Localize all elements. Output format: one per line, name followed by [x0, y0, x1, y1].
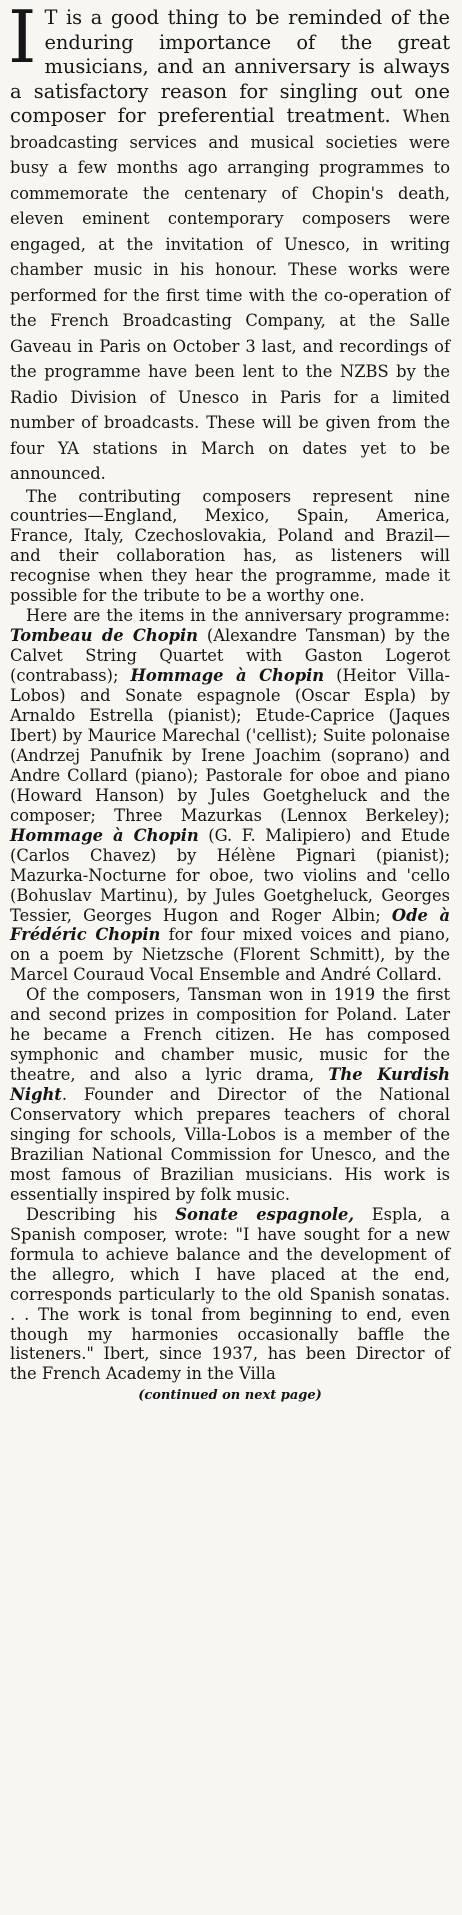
- text-run: Describing his: [26, 1204, 176, 1224]
- drop-cap: I: [8, 0, 37, 79]
- paragraph-composer-biographies: [10, 985, 450, 1204]
- work-title: Hommage à Chopin: [130, 666, 325, 686]
- paragraph-composers-countries: The contributing composers represent nine countries—England, Mexico, Spain, America, France, Italy, Czechoslovakia, Poland and Brazil—and their collaboration has, as listeners will recognise when they hear the programme, made it possible for the tribute to be a worthy one.: [10, 486, 450, 606]
- work-title: Tombeau de Chopin: [10, 626, 198, 646]
- paragraph-intro: [8, 0, 451, 487]
- text-run: (Alexandre Tansman) by the Calvet String Quartet with Gaston Logerot (contrabass);: [10, 626, 451, 686]
- text-run: Of the composers, Tansman won in 1919 the first and second prizes in composition for Poland. Later he became a French citizen. He has composed symphonic and chamber music, music for the theatre, and also a lyric drama,: [10, 985, 450, 1085]
- work-title: Hommage à Chopin: [10, 825, 199, 845]
- work-title: The Kurdish Night: [10, 1065, 450, 1105]
- text-run: Espla, a Spanish composer, wrote: "I have sought for a new formula to achieve balance and the development of the allegro, which I have placed at the end, corresponds particularly to the old Spanish sonatas. . . The work is tonal from beginning to end, even though my harmonies occasionally baffle the listeners." Ibert, since 1937, has been Director of the French Academy in the Villa: [10, 1204, 450, 1384]
- continued-notice: (continued on next page): [138, 1388, 322, 1404]
- paragraph-sonate-espagnole: [10, 1205, 450, 1385]
- text-run: . Founder and Director of the National Conservatory which prepares teachers of choral singing for schools, Villa-Lobos is a member of the Brazilian National Commission for Unesco, and the most famous of Brazilian musicians. His work is essentially inspired by folk music.: [10, 1085, 450, 1204]
- text-run: (G. F. Malipiero) and Etude (Carlos Chavez) by Hélène Pignari (pianist); Mazurka-Nocturne for oboe, two violins and 'cello (Bohuslav Martinu), by Jules Goetgheluck, Georges Tessier, Georges Hugon and Roger Albin;: [10, 825, 451, 925]
- text-run: Here are the items in the anniversary programme:: [26, 606, 450, 626]
- work-title: Ode à Frédéric Chopin: [10, 905, 450, 945]
- work-title: Sonate espagnole,: [175, 1204, 355, 1224]
- paragraph-programme-items: [10, 606, 450, 985]
- text-run: for four mixed voices and piano, on a poem by Nietzsche (Florent Schmitt), by the Marcel Couraud Vocal Ensemble and André Collard.: [10, 925, 450, 985]
- text-run: (Heitor Villa-Lobos) and Sonate espagnole (Oscar Espla) by Arnaldo Estrella (pianist); Etude-Caprice (Jaques Ibert) by Maurice Marechal ('cellist); Suite polonaise (Andrzej Panufnik by Irene Joachim (soprano) and Andre Collard (piano); Pastorale for oboe and piano (Howard Hanson) by Jules Goetgheluck and the composer; Three Mazurkas (Lennox Berkeley);: [10, 666, 450, 825]
- intro-large-text: T is a good thing to be reminded of the enduring importance of the great musicians, and an anniversary is always a satisfactory reason for singling out one composer for preferential treatment.: [10, 6, 450, 127]
- intro-body-text: When broadcasting services and musical societies were busy a few months ago arranging programmes to commemorate the centenary of Chopin's death, eleven eminent contemporary composers were engaged, at the invitation of Unesco, in writing chamber music in his honour. These works were performed for the first time with the co-operation of the French Broadcasting Company, at the Salle Gaveau in Paris on October 3 last, and recordings of the programme have been lent to the NZBS by the Radio Division of Unesco in Paris for a limited number of broadcasts. These will be given from the four YA stations in March on dates yet to be announced.: [10, 107, 451, 483]
